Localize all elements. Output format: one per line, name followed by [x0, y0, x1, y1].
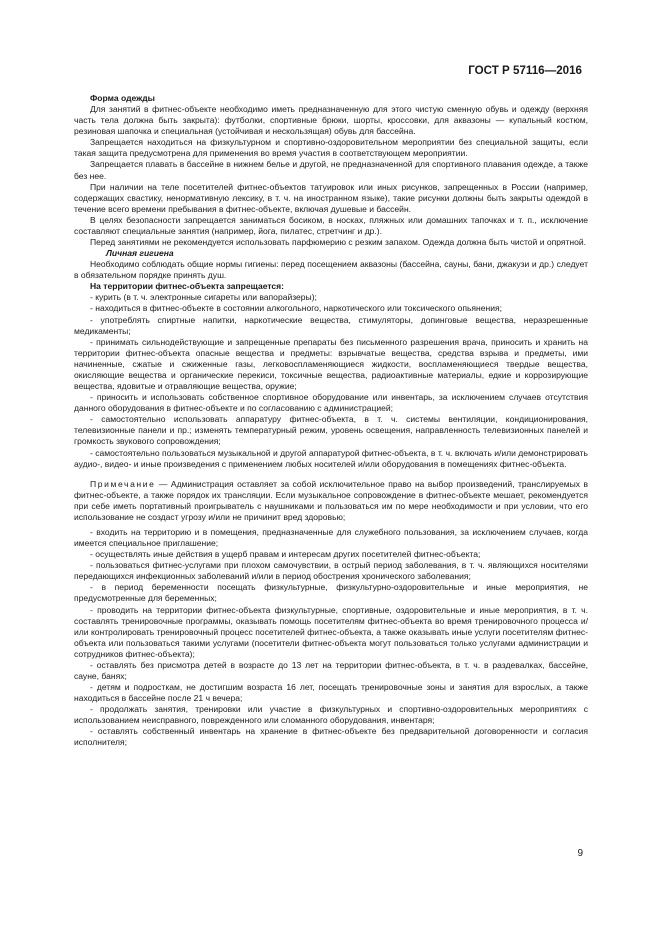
paragraph: Перед занятиями не рекомендуется использовать парфюмерию с резким запахом. Одежда должна быть чистой и опрятной.: [90, 237, 587, 248]
document-body: [74, 93, 588, 749]
document-id: ГОСТ Р 57116—2016: [468, 64, 582, 77]
list-item: - приносить и использовать собственное спортивное оборудование или инвентарь, за исключением случаев отсутствия данного оборудования в фитнес-объекте и по согласованию с администрацией;: [74, 392, 588, 414]
list-item: - употреблять спиртные напитки, наркотические вещества, стимуляторы, допинговые вещества, неразрешенные медикаменты;: [74, 314, 588, 336]
list-item: - осуществлять иные действия в ущерб правам и интересам других посетителей фитнес-объекта;: [90, 549, 481, 560]
section-title-clothing: Форма одежды: [90, 93, 155, 103]
note: [74, 479, 588, 523]
list-item: - оставлять без присмотра детей в возрасте до 13 лет на территории фитнес-объекта, в т. ч. в раздевалках, бассейне, сауне, банях;: [74, 659, 588, 681]
paragraph: Необходимо соблюдать общие нормы гигиены: перед посещением аквазоны (бассейна, сауны, бани, джакузи и др.) следует в обязательном порядке принять душ.: [74, 259, 588, 281]
list-item: - входить на территорию и в помещения, предназначенные для служебного пользования, за исключением случаев, когда имеется специальное приглашение;: [74, 526, 588, 549]
paragraph: Запрещается плавать в бассейне в нижнем белье и другой, не предназначенной для спортивного плавания одежде, а также без нее.: [74, 159, 588, 181]
list-item: - находиться в фитнес-объекте в состоянии алкогольного, наркотического или токсического опьянения;: [90, 303, 503, 314]
list-item: - принимать сильнодействующие и запрещенные препараты без письменного разрешения врача, приносить и хранить на территории фитнес-объекта опасные вещества и предметы: взрывчатые вещества, средства взрыва и предметы, ими начиненные, сжатые и сжиженные газы, легковоспламеняющиеся жидкости, воспламеняющиеся твердые вещества, окисляющие вещества и органические перекиси, токсичные вещества, радиоактивные материалы, едкие и коррозирующие вещества, ядовитые и отравляющие вещества, оружие;: [74, 336, 588, 392]
section-title-hygiene: Личная гигиена: [106, 248, 174, 259]
list-item: - самостоятельно использовать аппаратуру фитнес-объекта, в т. ч. системы вентиляции, кондиционирования, телевизионные панели и пр.; изменять температурный режим, уровень освещения, направленность телевизионных панелей и громкость звукового сопровождения;: [74, 414, 588, 447]
list-item: - в период беременности посещать физкультурные, физкультурно-оздоровительные и иные мероприятия, не предусмотренные для беременных;: [74, 582, 588, 604]
list-item: - оставлять собственный инвентарь на хранение в фитнес-объекте без предварительной договоренности и согласия исполнителя;: [74, 726, 588, 748]
list-item: - пользоваться фитнес-услугами при плохом самочувствии, в острый период заболевания, в т. ч. являющихся носителями передающихся инфекционных заболеваний и/или в период обострения хронического заболевания;: [74, 560, 588, 582]
list-item: - самостоятельно пользоваться музыкальной и другой аппаратурой фитнес-объекта, в т. ч. включать и/или демонстрировать аудио-, видео- и иные произведения с применением любых носителей и/или оборудования в помещениях фитнес-объекта.: [74, 447, 588, 469]
paragraph: Для занятий в фитнес-объекте необходимо иметь предназначенную для этого чистую сменную обувь и одежду (верхняя часть тела должна быть закрыта): футболки, спортивные брюки, шорты, кроссовки, для аквазоны — купальный костюм, резиновая шапочка и специальная (устойчивая и нескользящая) обувь для бассейна.: [74, 104, 588, 137]
paragraph: В целях безопасности запрещается заниматься босиком, в носках, пляжных или домашних тапочках и т. п., исключение составляют специальные занятия (например, йога, пилатес, стретчинг и др.).: [74, 214, 588, 236]
note-text: — Администрация оставляет за собой исключительное право на выбор произведений, транслируемых в фитнес-объекте, а также порядок их трансляции. Если музыкальное сопровождение в фитнес-объекте мешает, рекомендуется при себе иметь портативный проигрыватель с наушниками и пользоваться им по мере необходимости и при условии, что его использование не создаст угрозу и/или не причинит вред здоровью;: [74, 478, 588, 522]
list-item: - курить (в т. ч. электронные сигареты или вапорайзеры);: [90, 292, 317, 303]
page-number: 9: [577, 848, 583, 859]
list-item: - детям и подросткам, не достигшим возраста 16 лет, посещать тренировочные зоны и занятия для взрослых, а также находиться в бассейне после 21 ч вечера;: [74, 682, 588, 704]
list-item: - проводить на территории фитнес-объекта физкультурные, спортивные, оздоровительные и иные мероприятия, в т. ч. составлять тренировочные программы, оказывать помощь посетителям фитнес-объекта во время тренировочного процесса и/или контролировать тренировочный процесс посетителей фитнес-объекта, а также оказывать иные услуги посетителям фитнес-объекта или пользоваться такими услугами (посетители фитнес-объекта могут пользоваться только услугами администрации и сотрудников фитнес-объекта);: [74, 604, 588, 659]
paragraph: При наличии на теле посетителей фитнес-объектов татуировок или иных рисунков, запрещенных в России (например, содержащих свастику, ненормативную лексику, в т. ч. на иностранном языке), такие рисунки должны быть закрыты одеждой в течение всего времени пребывания в фитнес-объекте, включая душевые и бассейн.: [74, 181, 588, 214]
note-label: Примечание: [90, 478, 156, 489]
section-title-prohibited: На территории фитнес-объекта запрещается:: [90, 281, 285, 292]
paragraph: Запрещается находиться на физкультурном и спортивно-оздоровительном мероприятии без специальной защиты, если такая защита предусмотрена для применения во время участия в соответствующем мероприятии.: [74, 137, 588, 159]
list-item: - продолжать занятия, тренировки или участие в физкультурных и спортивно-оздоровительных мероприятиях с использованием неисправного, поврежденного или сломанного оборудования, инвентаря;: [74, 704, 588, 726]
